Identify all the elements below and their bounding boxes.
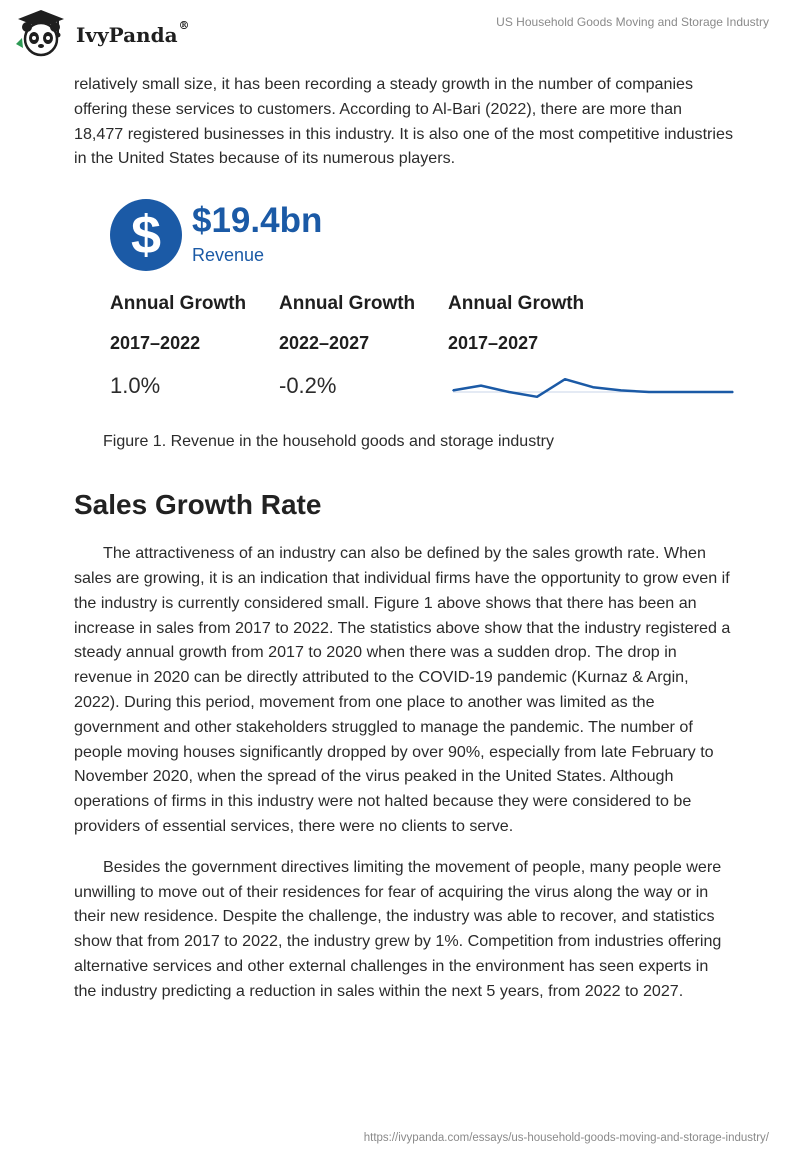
revenue-value: $19.4bn <box>192 201 323 241</box>
body-paragraph: The attractiveness of an industry can also be defined by the sales growth rate. When sales are growing, it is an indication that individual firms have the opportunity to grow even if the industry is currently considered small. Figure 1 above shows that there has been an increase in sales from 2017 to 2022. The statistics above show that the industry registered a steady annual growth from 2017 to 2020 when there was a sudden drop. The drop in revenue in 2020 can be directly attributed to the COVID-19 pandemic (Kurnaz & Argin, 2022). During this period, movement from one place to another was limited as the government and other stakeholders struggled to manage the pandemic. The number of people moving houses significantly dropped by over 90%, especially from late February to November 2020, when the spread of the virus peaked in the United States. Although operations of firms in this industry were not halted because they were considered to be providers of essential services, there were no clients to serve. <box>74 544 731 835</box>
sparkline-series-line <box>453 379 733 397</box>
article-content <box>74 72 734 1004</box>
sparkline-point-2023 <box>620 390 622 392</box>
sparkline-point-2019 <box>508 391 510 393</box>
growth-value: -0.2% <box>279 373 337 399</box>
sparkline-point-2017 <box>452 390 454 392</box>
growth-value: 1.0% <box>110 373 161 399</box>
growth-column-2017-2022 <box>110 293 246 399</box>
page-header <box>0 0 800 64</box>
growth-column-2022-2027 <box>279 293 415 399</box>
figure-caption: Figure 1. Revenue in the household goods and storage industry <box>103 433 554 451</box>
revenue-label: Revenue <box>192 245 265 266</box>
panda-logo-icon <box>14 8 68 58</box>
ivypanda-logo[interactable] <box>14 8 190 58</box>
sparkline-point-2026 <box>704 391 706 393</box>
dollar-icon: $ <box>110 199 182 271</box>
sparkline-point-2018 <box>480 385 482 387</box>
growth-title: Annual Growth <box>448 293 585 315</box>
sparkline-point-2020 <box>536 396 538 398</box>
sparkline-point-2025 <box>676 391 678 393</box>
growth-period: 2017–2027 <box>448 333 539 354</box>
document-title: US Household Goods Moving and Storage Industry <box>496 15 769 29</box>
growth-period: 2022–2027 <box>279 333 370 354</box>
growth-sparkline-chart <box>450 372 736 404</box>
growth-title: Annual Growth <box>110 293 247 315</box>
logo-text: IvyPanda® <box>76 19 190 47</box>
body-paragraph: Besides the government directives limiting the movement of people, many people were unwilling to move out of their residences for fear of acquiring the virus along the way or in their new residence. Despite the challenge, the industry was able to recover, and statistics show that from 2017 to 2022, the industry grew by 1%. Competition from industries offering alternative services and other external challenges in the environment has seen experts in the industry predicting a reduction in sales within the next 5 years, from 2022 to 2027. <box>74 857 722 1000</box>
section-heading: Sales Growth Rate <box>74 489 322 521</box>
intro-paragraph: relatively small size, it has been recording a steady growth in the number of companies offering these services to customers. According to Al-Bari (2022), there are more than 18,477 registered businesses in this industry. It is also one of the most competitive industries in the United States because of its numerous players. <box>74 75 733 168</box>
revenue-figure <box>74 187 734 467</box>
growth-column-2017-2027 <box>448 293 584 373</box>
sparkline-point-2024 <box>648 391 650 393</box>
growth-period: 2017–2022 <box>110 333 201 354</box>
sparkline-point-2021 <box>564 379 566 381</box>
sparkline-point-2027 <box>732 391 734 393</box>
sparkline-point-2022 <box>592 387 594 389</box>
growth-title: Annual Growth <box>279 293 416 315</box>
source-url[interactable]: https://ivypanda.com/essays/us-household-goods-moving-and-storage-industry/ <box>363 1132 769 1144</box>
